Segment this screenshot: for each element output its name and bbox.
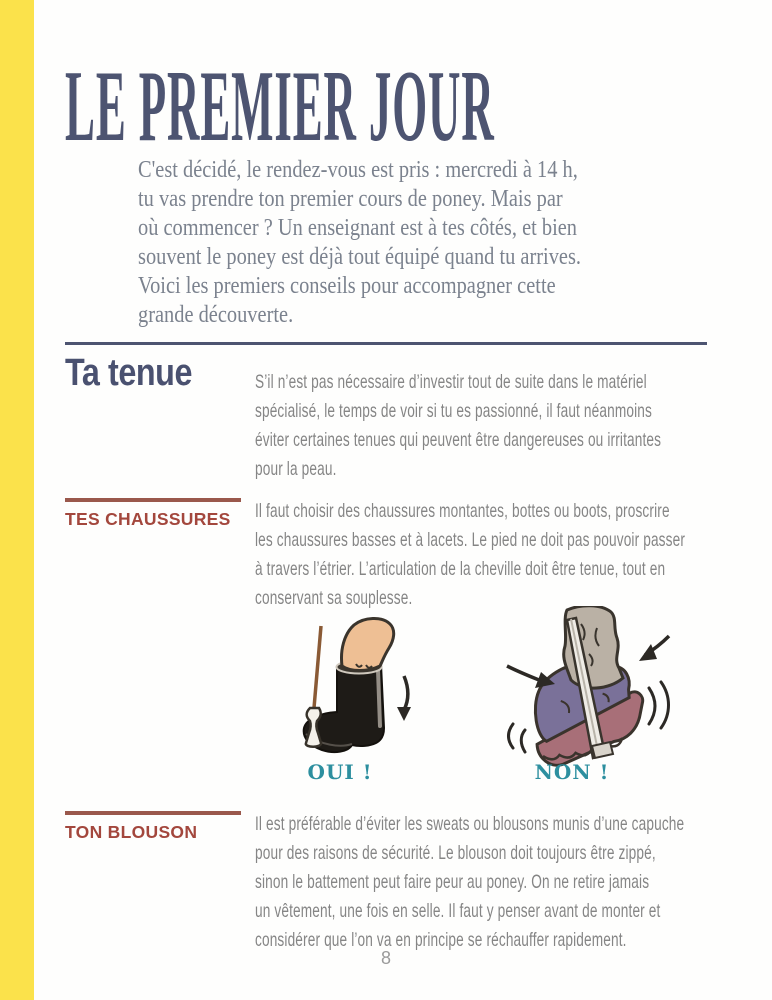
body-line: Il faut choisir des chaussures montantes, bottes ou boots, proscrire xyxy=(255,500,670,522)
riding-boot-illustration xyxy=(290,616,420,764)
blouson-paragraph xyxy=(255,810,684,955)
section-heading-tenue: Ta tenue xyxy=(65,352,193,394)
body-line: un vêtement, une fois en selle. Il faut y penser avant de monter et xyxy=(255,900,661,922)
body-line: pour la peau. xyxy=(255,458,337,480)
body-line: considérer que l’on va en principe se réchauffer rapidement. xyxy=(255,929,627,951)
book-page xyxy=(65,0,707,1000)
body-line: les chaussures basses et à lacets. Le pied ne doit pas pouvoir passer xyxy=(255,529,686,551)
intro-line: grande découverte. xyxy=(138,302,294,328)
intro-line: où commencer ? Un enseignant est à tes côtés, et bien xyxy=(138,215,578,241)
intro-line: Voici les premiers conseils pour accompagner cette xyxy=(138,273,556,299)
leg-shape xyxy=(342,618,394,670)
page-number: 8 xyxy=(380,948,391,968)
riding-crop-shaft xyxy=(314,626,321,708)
intro-line: souvent le poney est déjà tout équipé quand tu arrives. xyxy=(138,244,582,270)
body-line: Il est préférable d’éviter les sweats ou blousons munis d’une capuche xyxy=(255,813,685,835)
tenue-paragraph xyxy=(255,368,661,484)
arrow-left-icon xyxy=(507,666,539,680)
body-line: spécialisé, le temps de voir si tu es passionné, il faut néanmoins xyxy=(255,400,652,422)
body-line: éviter certaines tenues qui peuvent être dangereuses ou irritantes xyxy=(255,429,662,451)
section-divider-rule xyxy=(65,342,707,345)
subheading-chaussures: TES CHAUSSURES xyxy=(65,498,241,530)
stirrup-buckle xyxy=(592,742,613,758)
body-line: pour des raisons de sécurité. Le blouson doit toujours être zippé, xyxy=(255,842,656,864)
intro-line: tu vas prendre ton premier cours de poney. Mais par xyxy=(138,186,563,212)
intro-paragraph xyxy=(138,156,581,330)
page-title: LE PREMIER JOUR xyxy=(65,50,495,163)
body-line: à travers l’étrier. L’articulation de la cheville doit être tenue, tout en xyxy=(255,558,666,580)
body-line: conservant sa souplesse. xyxy=(255,587,413,609)
down-arrow-icon xyxy=(404,676,408,710)
spine-accent-stripe xyxy=(0,0,34,1000)
intro-line: C'est décidé, le rendez-vous est pris : mercredi à 14 h, xyxy=(138,157,578,183)
caption-non: NON ! xyxy=(534,760,610,784)
chaussures-paragraph xyxy=(255,497,685,613)
body-line: sinon le battement peut faire peur au poney. On ne retire jamais xyxy=(255,871,650,893)
body-line: S’il n’est pas nécessaire d’investir tout de suite dans le matériel xyxy=(255,371,647,393)
sneaker-stirrup-illustration xyxy=(497,606,679,784)
caption-oui: OUI ! xyxy=(307,760,373,784)
subheading-blouson: TON BLOUSON xyxy=(65,811,241,843)
